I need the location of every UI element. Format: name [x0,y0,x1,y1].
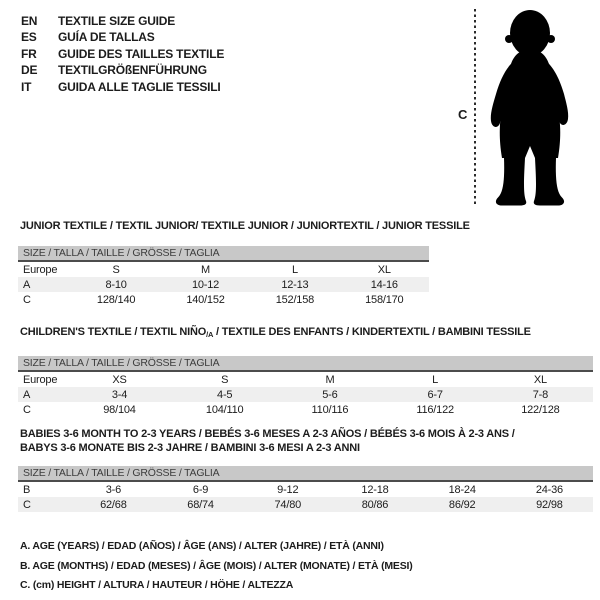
junior-a-l: 12-13 [250,277,339,292]
lang-code-fr: FR [21,46,37,61]
babies-row-c-label: C [18,497,70,512]
note-c: C. (cm) HEIGHT / ALTURA / HAUTEUR / HÖHE / ALTEZZA [20,579,294,591]
junior-row-a-label: A [18,277,71,292]
babies-c-5: 86/92 [419,497,506,512]
children-col-m: M [325,373,335,386]
babies-table [18,482,593,512]
children-a-xs: 3-4 [67,387,172,402]
babies-row-b-label: B [23,483,31,496]
junior-col-s: S [112,263,120,276]
children-row-a [18,387,593,402]
children-c-l: 116/122 [416,403,454,416]
children-col-xs: XS [112,373,127,386]
children-size-header: SIZE / TALLA / TAILLE / GRÖSSE / TAGLIA [18,356,593,372]
height-dotted-line-icon [474,9,476,207]
babies-row-c [18,497,593,512]
babies-size-header: SIZE / TALLA / TAILLE / GRÖSSE / TAGLIA [18,466,593,482]
children-title-prefix: CHILDREN'S TEXTILE / TEXTIL NIÑO [20,326,207,338]
children-row-c-label: C [23,403,31,416]
lang-title-fr: GUIDE DES TAILLES TEXTILE [58,46,225,61]
children-c-xl: 122/128 [521,403,560,416]
babies-b-3: 9-12 [277,483,299,496]
baby-silhouette-icon [480,8,570,206]
children-row-a-label: A [18,387,67,402]
babies-c-2: 68/74 [157,497,244,512]
junior-table [18,262,429,307]
junior-a-s: 8-10 [71,277,160,292]
babies-b-6: 24-36 [535,483,563,496]
babies-c-3: 74/80 [244,497,331,512]
children-title [18,325,593,342]
legend-notes [20,537,413,596]
note-b: B. AGE (MONTHS) / EDAD (MESES) / ÂGE (MOIS) / ALTER (MONATE) / ETÀ (MESI) [20,559,413,572]
language-title-block [21,13,224,95]
children-table [18,372,593,417]
babies-b-4: 12-18 [361,483,389,496]
lang-code-it: IT [21,79,32,94]
babies-section [18,427,593,512]
lang-code-en: EN [21,14,38,28]
lang-title-it: GUIDA ALLE TAGLIE TESSILI [58,79,221,94]
children-a-xl: 7-8 [488,387,593,402]
junior-c-l: 152/158 [275,293,315,306]
children-a-m: 5-6 [277,387,382,402]
babies-b-5: 18-24 [448,483,476,496]
junior-row-a [18,277,429,292]
children-c-s: 104/110 [205,403,244,416]
junior-c-s: 128/140 [96,293,136,306]
junior-c-m: 140/152 [186,293,225,306]
lang-title-es: GUÍA DE TALLAS [58,30,155,45]
babies-c-6: 92/98 [506,497,593,512]
junior-size-header: SIZE / TALLA / TAILLE / GRÖSSE / TAGLIA [18,246,429,262]
lang-code-es: ES [21,30,37,45]
lang-row-it [21,79,224,95]
children-row-c [18,402,593,417]
junior-header-row [18,262,429,277]
junior-col-xl: XL [377,263,391,276]
lang-row-de [21,62,224,78]
junior-section [18,219,470,307]
children-col-l: L [432,373,439,386]
children-col-s: S [221,373,229,386]
children-a-s: 4-5 [172,387,277,402]
children-header-row [18,372,593,387]
children-c-m: 110/116 [311,403,349,416]
junior-c-xl: 158/170 [365,293,404,306]
lang-row-en [21,13,224,29]
babies-b-1: 3-6 [105,483,122,496]
junior-a-xl: 14-16 [340,277,429,292]
children-a-l: 6-7 [383,387,488,402]
children-section [18,325,593,417]
babies-row-b [18,482,593,497]
junior-row-c-label: C [23,293,31,306]
children-col-xl: XL [533,373,547,386]
babies-c-4: 80/86 [331,497,418,512]
lang-row-es [21,29,224,45]
junior-row-c [18,292,429,307]
babies-c-1: 62/68 [70,497,157,512]
lang-title-de: TEXTILGRÖßENFÜHRUNG [58,63,207,78]
children-region-label: Europe [23,373,58,386]
babies-b-2: 6-9 [192,483,209,496]
height-measure-label: C [458,107,468,122]
note-a: A. AGE (YEARS) / EDAD (AÑOS) / ÂGE (ANS) / ALTER (JAHRE) / ETÀ (ANNI) [20,540,384,552]
babies-title-line1: BABIES 3-6 MONTH TO 2-3 YEARS / BEBÉS 3-6 MESES A 2-3 AÑOS / BÉBÉS 3-6 MOIS À 2-3 ANS / [20,428,515,440]
lang-row-fr [21,46,224,62]
children-title-sub: /A [206,330,214,339]
junior-region-label: Europe [23,263,58,276]
lang-title-en: TEXTILE SIZE GUIDE [58,14,176,28]
junior-a-m: 10-12 [161,277,250,292]
lang-code-de: DE [21,63,38,78]
junior-col-m: M [201,263,210,276]
children-title-suffix: / TEXTILE DES ENFANTS / KINDERTEXTIL / BAMBINI TESSILE [213,326,531,338]
children-c-xs: 98/104 [103,403,136,416]
junior-col-l: L [291,263,298,276]
babies-title-line2: BABYS 3-6 MONATE BIS 2-3 JAHRE / BAMBINI 3-6 MESI A 2-3 ANNI [20,442,360,454]
junior-title: JUNIOR TEXTILE / TEXTIL JUNIOR/ TEXTILE JUNIOR / JUNIORTEXTIL / JUNIOR TESSILE [20,220,470,232]
